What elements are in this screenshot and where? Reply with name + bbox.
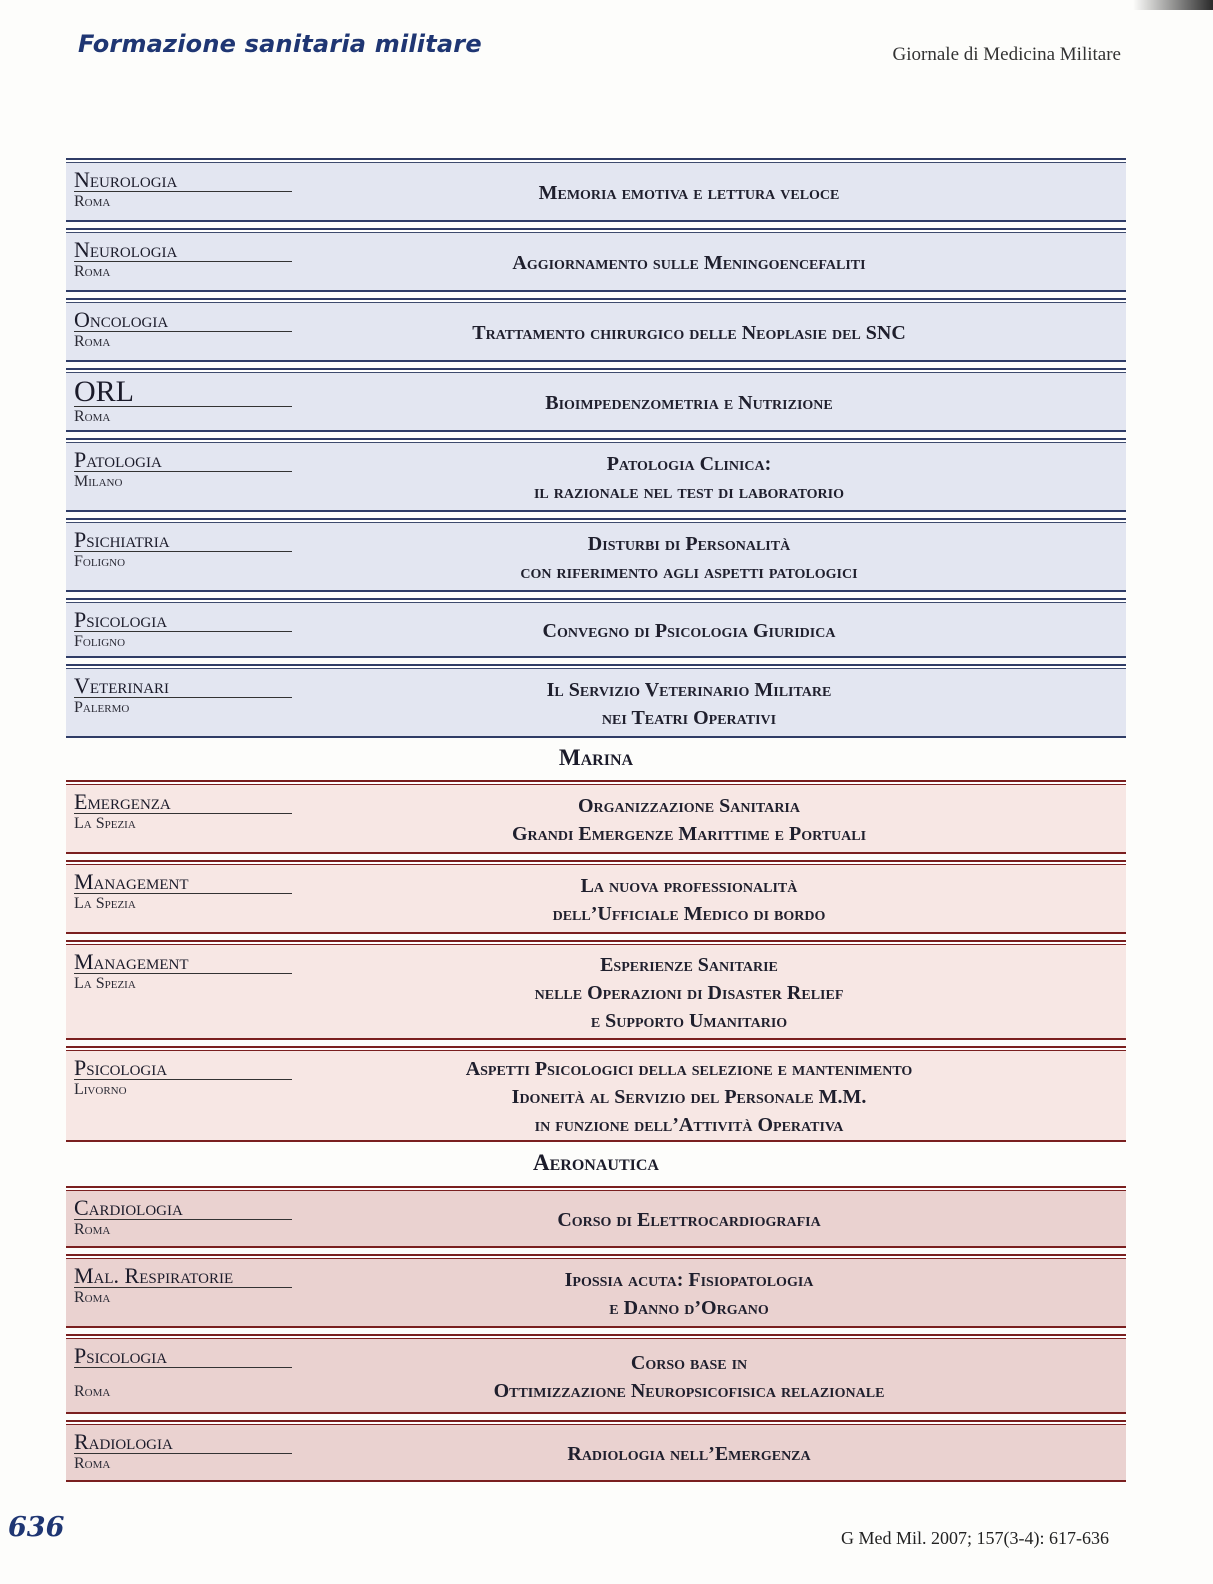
course-title — [292, 1055, 1126, 1139]
discipline-city: Roma — [74, 1455, 111, 1472]
journal-citation: G Med Mil. 2007; 157(3-4): 617-636 — [841, 1528, 1109, 1548]
table-row — [66, 860, 1126, 934]
discipline-city: Foligno — [74, 633, 126, 650]
discipline-name: Psicologia — [74, 1344, 292, 1368]
course-title-line: Il Servizio Veterinario Militare — [546, 679, 832, 701]
course-title-line: il razionale nel test di laboratorio — [533, 481, 844, 503]
discipline-cell — [66, 1054, 292, 1099]
table-row — [66, 1334, 1126, 1414]
course-title — [292, 389, 1126, 417]
discipline-name: Cardiologia — [74, 1196, 292, 1220]
discipline-name: Neurologia — [74, 168, 292, 192]
course-title-line: Organizzazione Sanitaria — [577, 795, 800, 817]
discipline-name: Management — [74, 950, 292, 974]
discipline-cell — [66, 788, 292, 833]
discipline-name: Psichiatria — [74, 528, 292, 552]
course-title — [292, 249, 1126, 277]
table-row — [66, 940, 1126, 1040]
page-corner-shadow — [1133, 0, 1213, 10]
course-title — [292, 792, 1126, 848]
discipline-cell — [66, 948, 292, 993]
table-row — [66, 368, 1126, 432]
discipline-name: ORL — [74, 378, 292, 407]
course-title-line: Corso base in — [630, 1352, 748, 1374]
table-row — [66, 1420, 1126, 1482]
course-title-line: Radiologia nell’Emergenza — [567, 1443, 811, 1465]
course-title — [292, 676, 1126, 732]
course-title-line: La nuova professionalità — [580, 875, 798, 897]
discipline-city: Roma — [74, 1383, 111, 1400]
course-title — [292, 450, 1126, 506]
running-head-section: Formazione sanitaria militare — [78, 30, 482, 58]
course-title-line: Ottimizzazione Neuropsicofisica relazionale — [493, 1380, 885, 1402]
course-title-line: Grandi Emergenze Marittime e Portuali — [511, 823, 867, 845]
course-title-line: Ipossia acuta: Fisiopatologia — [564, 1269, 814, 1291]
page-number: 636 — [8, 1512, 65, 1543]
discipline-name: Management — [74, 870, 292, 894]
table-row — [66, 1186, 1126, 1248]
discipline-name: Psicologia — [74, 608, 292, 632]
table-row — [66, 298, 1126, 362]
army-courses-table — [66, 158, 1126, 738]
course-title-line: Esperienze Sanitarie — [600, 954, 778, 976]
air-force-courses-table — [66, 1186, 1126, 1482]
course-title-line: dell’Ufficiale Medico di bordo — [552, 903, 826, 925]
discipline-city: Livorno — [74, 1081, 127, 1098]
course-title-line: nelle Operazioni di Disaster Relief — [534, 982, 844, 1004]
discipline-city: Foligno — [74, 553, 126, 570]
discipline-cell — [66, 376, 292, 426]
discipline-cell — [66, 1342, 292, 1401]
discipline-cell — [66, 526, 292, 571]
course-title-line: e Danno d’Organo — [609, 1297, 769, 1319]
discipline-name: Psicologia — [74, 1056, 292, 1080]
discipline-cell — [66, 236, 292, 281]
course-title-line: Patologia Clinica: — [606, 453, 772, 475]
table-row — [66, 1254, 1126, 1328]
discipline-cell — [66, 446, 292, 491]
table-row — [66, 664, 1126, 738]
discipline-name: Emergenza — [74, 790, 292, 814]
course-title — [292, 1440, 1126, 1468]
course-title-line: Memoria emotiva e lettura veloce — [538, 182, 840, 204]
course-title — [292, 319, 1126, 347]
discipline-cell — [66, 1194, 292, 1239]
discipline-city: La Spezia — [74, 815, 136, 832]
course-title — [292, 179, 1126, 207]
discipline-name: Mal. Respiratorie — [74, 1264, 292, 1288]
discipline-cell — [66, 606, 292, 651]
discipline-name: Patologia — [74, 448, 292, 472]
table-row — [66, 228, 1126, 292]
discipline-city: Roma — [74, 408, 111, 425]
section-heading-aeronautica: Aeronautica — [533, 1150, 659, 1175]
discipline-cell — [66, 306, 292, 351]
discipline-cell — [66, 1262, 292, 1307]
course-title-line: Trattamento chirurgico delle Neoplasie del SNC — [472, 322, 906, 344]
table-row — [66, 518, 1126, 592]
course-title-line: nei Teatri Operativi — [601, 707, 777, 729]
discipline-name: Oncologia — [74, 308, 292, 332]
discipline-city: Roma — [74, 263, 111, 280]
table-row — [66, 158, 1126, 222]
course-title — [292, 1206, 1126, 1234]
course-title-line: Corso di Elettrocardiografia — [557, 1209, 821, 1231]
discipline-city: Roma — [74, 193, 111, 210]
course-title — [292, 530, 1126, 586]
course-title — [292, 872, 1126, 928]
course-title — [292, 1349, 1126, 1405]
course-title-line: Bioimpedenzometria e Nutrizione — [545, 392, 833, 414]
course-title-line: e Supporto Umanitario — [590, 1010, 788, 1032]
course-title-line: con riferimento agli aspetti patologici — [520, 561, 858, 583]
discipline-city: Roma — [74, 333, 111, 350]
table-row — [66, 1046, 1126, 1142]
discipline-cell — [66, 166, 292, 211]
table-row — [66, 598, 1126, 658]
course-title-line: in funzione dell’Attività Operativa — [534, 1114, 844, 1136]
discipline-city: La Spezia — [74, 975, 136, 992]
course-title-line: Convegno di Psicologia Giuridica — [542, 620, 836, 642]
course-title-line: Idoneità al Servizio del Personale M.M. — [511, 1086, 867, 1108]
discipline-city: La Spezia — [74, 895, 136, 912]
table-row — [66, 780, 1126, 854]
discipline-name: Neurologia — [74, 238, 292, 262]
discipline-city: Palermo — [74, 699, 130, 716]
discipline-name: Veterinari — [74, 674, 292, 698]
course-title — [292, 1266, 1126, 1322]
running-head-journal: Giornale di Medicina Militare — [892, 44, 1121, 65]
navy-courses-table — [66, 780, 1126, 1142]
course-title — [292, 617, 1126, 645]
course-title-line: Disturbi di Personalità — [587, 533, 791, 555]
table-row — [66, 438, 1126, 512]
discipline-city: Milano — [74, 473, 123, 490]
discipline-cell — [66, 672, 292, 717]
course-title — [292, 951, 1126, 1035]
discipline-city: Roma — [74, 1221, 111, 1238]
discipline-cell — [66, 868, 292, 913]
section-heading-marina: Marina — [558, 745, 634, 770]
discipline-city: Roma — [74, 1289, 111, 1306]
course-title-line: Aspetti Psicologici della selezione e mantenimento — [465, 1058, 913, 1080]
discipline-cell — [66, 1428, 292, 1473]
course-title-line: Aggiornamento sulle Meningoencefaliti — [512, 252, 866, 274]
discipline-name: Radiologia — [74, 1430, 292, 1454]
